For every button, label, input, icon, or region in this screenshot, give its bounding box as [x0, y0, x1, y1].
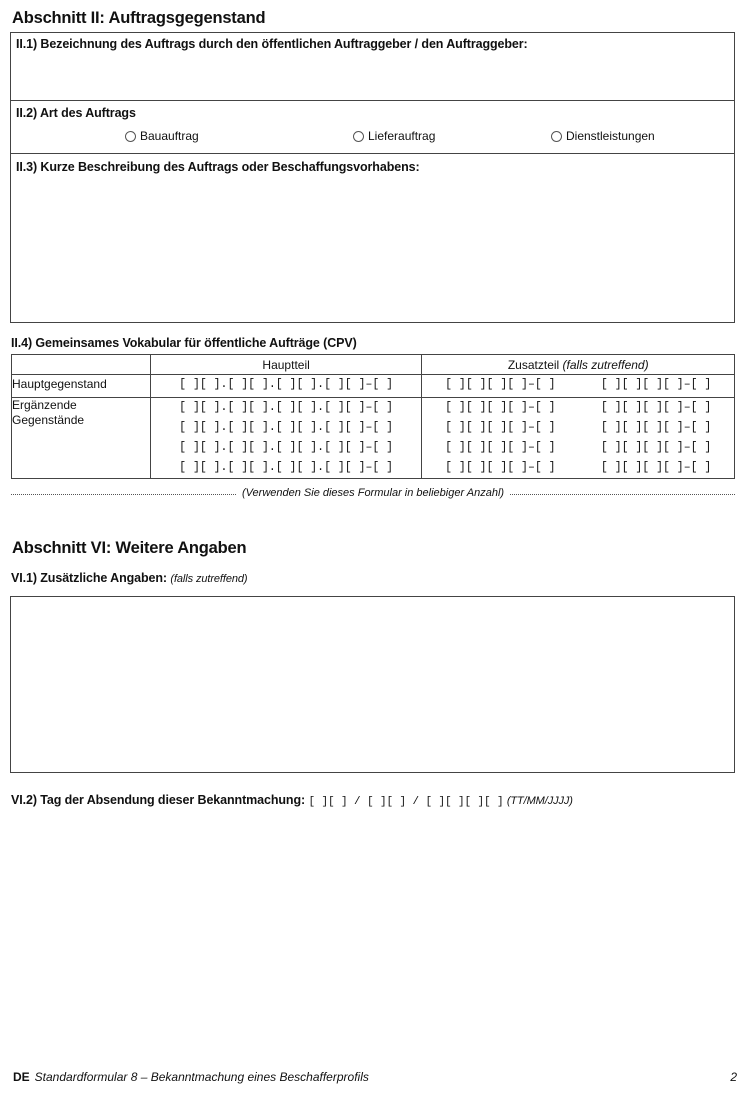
- cpv-supp-code-input[interactable]: [ ][ ][ ][ ]–[ ]: [600, 378, 712, 391]
- cpv-supp-code-input[interactable]: [ ][ ][ ][ ]–[ ]: [600, 401, 712, 414]
- cpv-supp-code-input[interactable]: [ ][ ][ ][ ]–[ ]: [600, 441, 712, 454]
- ii1-input[interactable]: [14, 56, 731, 98]
- cpv-main-code-input[interactable]: [ ][ ].[ ][ ].[ ][ ].[ ][ ]–[ ]: [179, 378, 394, 391]
- footer-lang: DE: [13, 1070, 30, 1084]
- vi1-label: VI.1) Zusätzliche Angaben:: [11, 571, 167, 585]
- repeat-note: (Verwenden Sie dieses Formular in beliebiger Anzahl): [241, 487, 505, 499]
- zusatzteil-label: Zusatzteil: [507, 357, 560, 372]
- cpv-header-zusatzteil: [422, 355, 735, 375]
- row-label-ergaenzende: Ergänzende Gegenstände: [12, 398, 151, 479]
- footer-title: Standardformular 8 – Bekanntmachung eines Beschafferprofils: [34, 1070, 369, 1084]
- radio-label: Bauauftrag: [140, 129, 199, 143]
- vi2-row: [11, 793, 573, 808]
- ii2-label: II.2) Art des Auftrags: [16, 106, 136, 120]
- ii4-label: II.4) Gemeinsames Vokabular für öffentliche Aufträge (CPV): [11, 336, 357, 350]
- section-ii-title: Abschnitt II: Auftragsgegenstand: [12, 9, 266, 27]
- cpv-supp-code-input[interactable]: [ ][ ][ ][ ]–[ ]: [600, 421, 712, 434]
- dotted-leader: [11, 494, 236, 495]
- radio-button-icon[interactable]: [125, 131, 136, 142]
- vi1-input[interactable]: [10, 596, 735, 773]
- page-footer: [13, 1070, 737, 1084]
- cpv-supp-code-input[interactable]: [ ][ ][ ][ ]–[ ]: [445, 461, 556, 474]
- dotted-leader: [510, 494, 735, 495]
- cpv-main-cell: [150, 398, 422, 479]
- cpv-main-code-input[interactable]: [ ][ ].[ ][ ].[ ][ ].[ ][ ]–[ ]: [179, 461, 394, 474]
- cpv-main-code-input[interactable]: [ ][ ].[ ][ ].[ ][ ].[ ][ ]–[ ]: [179, 421, 394, 434]
- repeat-note-row: [11, 487, 735, 499]
- radio-button-icon[interactable]: [353, 131, 364, 142]
- cpv-supp-code-input[interactable]: [ ][ ][ ][ ]–[ ]: [445, 441, 556, 454]
- divider: [10, 100, 735, 101]
- vi2-label: VI.2) Tag der Absendung dieser Bekanntmachung:: [11, 793, 306, 807]
- cpv-row-ergaenzende: [12, 398, 735, 479]
- cpv-main-code-input[interactable]: [ ][ ].[ ][ ].[ ][ ].[ ][ ]–[ ]: [179, 441, 394, 454]
- section-vi-title: Abschnitt VI: Weitere Angaben: [12, 539, 247, 557]
- ii1-label: II.1) Bezeichnung des Auftrags durch den öffentlichen Auftraggeber / den Auftraggeber:: [16, 37, 528, 51]
- ii3-input[interactable]: [14, 180, 731, 318]
- vi2-format-hint: (TT/MM/JJJJ): [506, 795, 573, 807]
- divider: [10, 153, 735, 154]
- cpv-supp-cell: [422, 375, 735, 398]
- cpv-supp-code-input[interactable]: [ ][ ][ ][ ]–[ ]: [445, 401, 556, 414]
- radio-label: Lieferauftrag: [368, 129, 436, 143]
- cpv-supp-code-input[interactable]: [ ][ ][ ][ ]–[ ]: [445, 378, 556, 391]
- radio-lieferauftrag[interactable]: [353, 129, 435, 143]
- zusatzteil-note: (falls zutreffend): [562, 357, 649, 372]
- cpv-header-hauptteil: Hauptteil: [150, 355, 422, 375]
- radio-label: Dienstleistungen: [566, 129, 655, 143]
- cpv-supp-cell: [422, 398, 735, 479]
- radio-button-icon[interactable]: [551, 131, 562, 142]
- cpv-supp-code-input[interactable]: [ ][ ][ ][ ]–[ ]: [600, 461, 712, 474]
- cpv-table: [11, 354, 735, 479]
- ii3-label: II.3) Kurze Beschreibung des Auftrags oder Beschaffungsvorhabens:: [16, 160, 420, 174]
- page-number: 2: [730, 1070, 737, 1084]
- cpv-main-code-input[interactable]: [ ][ ].[ ][ ].[ ][ ].[ ][ ]–[ ]: [179, 401, 394, 414]
- cpv-row-hauptgegenstand: [12, 375, 735, 398]
- radio-bauauftrag[interactable]: [125, 129, 199, 143]
- row-label-hauptgegenstand: Hauptgegenstand: [12, 375, 151, 398]
- radio-dienstleistungen[interactable]: [551, 129, 655, 143]
- vi1-note: (falls zutreffend): [170, 573, 248, 585]
- cpv-supp-code-input[interactable]: [ ][ ][ ][ ]–[ ]: [445, 421, 556, 434]
- cpv-main-cell: [150, 375, 422, 398]
- cpv-header-empty: [12, 355, 151, 375]
- vi2-date-input[interactable]: [ ][ ] / [ ][ ] / [ ][ ][ ][ ]: [308, 796, 504, 808]
- cpv-header-row: [12, 355, 735, 375]
- vi1-label-row: [11, 571, 247, 585]
